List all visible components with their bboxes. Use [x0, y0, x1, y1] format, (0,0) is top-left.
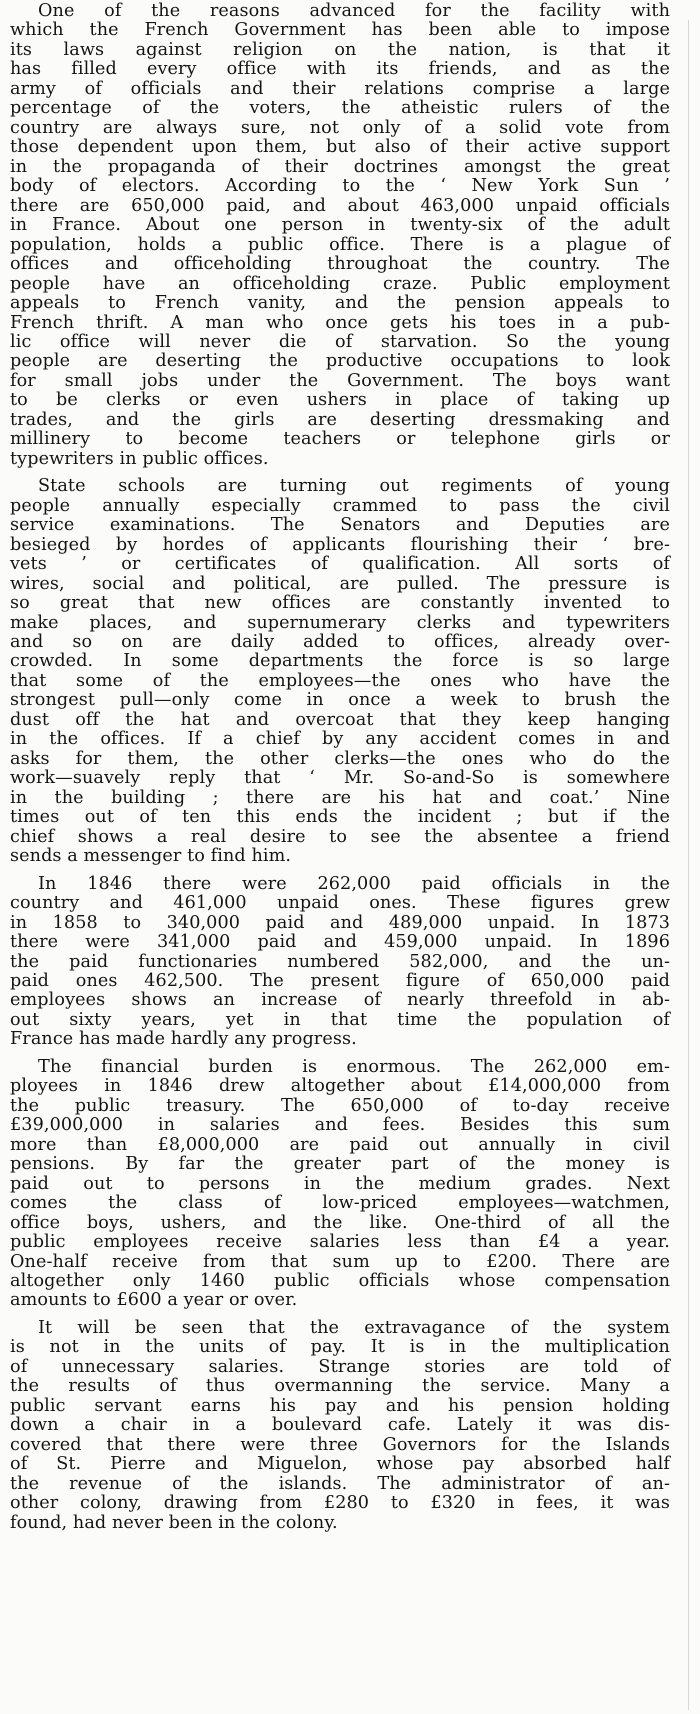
text-line: the public treasury. The 650,000 of to-day receive — [10, 1095, 670, 1116]
text-line: public servant earns his pay and his pension holding — [10, 1395, 670, 1416]
text-line: crowded. In some departments the force is so large — [10, 651, 670, 672]
text-line: £39,000,000 in salaries and fees. Besides this sum — [10, 1115, 670, 1136]
text-line: army of officials and their relations comprise a large — [10, 78, 670, 99]
paragraph — [10, 1058, 670, 1311]
text-line: there were 341,000 paid and 459,000 unpaid. In 1896 — [10, 932, 670, 953]
text-line: The financial burden is enormous. The 262,000 em- — [38, 1056, 670, 1077]
article-column — [10, 2, 670, 1533]
text-line: found, had never been in the colony. — [10, 1512, 338, 1533]
text-line: the paid functionaries numbered 582,000, and the un- — [10, 951, 670, 972]
text-line: country and 461,000 unpaid ones. These figures grew — [10, 893, 670, 914]
paragraph — [10, 1319, 670, 1533]
text-line: amounts to £600 a year or over. — [10, 1290, 298, 1311]
text-line: millinery to become teachers or telephone girls or — [10, 429, 670, 450]
text-line: sends a messenger to find him. — [10, 846, 292, 867]
text-line: covered that there were three Governors for the Islands — [10, 1434, 670, 1455]
text-line: comes the class of low-priced employees—watchmen, — [10, 1193, 670, 1214]
text-line: employees shows an increase of nearly threefold in ab- — [10, 990, 670, 1011]
text-line: in France. About one person in twenty-six of the adult — [10, 215, 670, 236]
text-line: It will be seen that the extravagance of the system — [38, 1317, 670, 1338]
text-line: down a chair in a boulevard cafe. Lately it was dis- — [10, 1415, 670, 1436]
text-line: is not in the units of pay. It is in the multiplication — [10, 1337, 670, 1358]
text-line: typewriters in public offices. — [10, 448, 269, 469]
text-line: in the offices. If a chief by any accident comes in and — [10, 729, 670, 750]
text-line: vets ’ or certificates of qualification. All sorts of — [10, 554, 670, 575]
text-line: wires, social and political, are pulled. The pressure is — [10, 573, 670, 594]
text-line: the results of thus overmanning the service. Many a — [10, 1376, 670, 1397]
text-line: One-half receive from that sum up to £200. There are — [10, 1251, 670, 1272]
text-line: public employees receive salaries less than £4 a year. — [10, 1232, 670, 1253]
text-line: work—suavely reply that ‘ Mr. So-and-So is somewhere — [10, 768, 670, 789]
text-line: times out of ten this ends the incident ; but if the — [10, 807, 670, 828]
text-line: ployees in 1846 drew altogether about £14,000,000 from — [10, 1076, 670, 1097]
text-line: trades, and the girls are deserting dressmaking and — [10, 409, 670, 430]
text-line: in the propaganda of their doctrines amongst the great — [10, 156, 670, 177]
text-line: chief shows a real desire to see the absentee a friend — [10, 826, 670, 847]
text-line: pensions. By far the greater part of the money is — [10, 1154, 670, 1175]
text-line: those dependent upon them, but also of their active support — [10, 137, 670, 158]
text-line: State schools are turning out regiments of young — [38, 476, 670, 497]
text-line: people have an officeholding craze. Public employment — [10, 273, 670, 294]
text-line: paid out to persons in the medium grades. Next — [10, 1173, 670, 1194]
text-line: people are deserting the productive occupations to look — [10, 351, 670, 372]
text-line: appeals to French vanity, and the pension appeals to — [10, 293, 670, 314]
text-line: In 1846 there were 262,000 paid officials in the — [38, 873, 670, 894]
text-line: people annually especially crammed to pass the civil — [10, 495, 670, 516]
text-line: paid ones 462,500. The present figure of 650,000 paid — [10, 970, 670, 991]
text-line: French thrift. A man who once gets his toes in a pub- — [10, 312, 670, 333]
text-line: there are 650,000 paid, and about 463,000 unpaid officials — [10, 195, 670, 216]
text-line: the revenue of the islands. The administrator of an- — [10, 1473, 670, 1494]
text-line: of St. Pierre and Miguelon, whose pay absorbed half — [10, 1454, 670, 1475]
text-line: offices and officeholding throughoat the country. The — [10, 254, 670, 275]
paragraph — [10, 2, 670, 469]
text-line: to be clerks or even ushers in place of taking up — [10, 390, 670, 411]
text-line: that some of the employees—the ones who have the — [10, 670, 670, 691]
text-line: make places, and supernumerary clerks and typewriters — [10, 612, 670, 633]
text-line: body of electors. According to the ‘ New York Sun ’ — [10, 176, 670, 197]
text-line: more than £8,000,000 are paid out annually in civil — [10, 1134, 670, 1155]
text-line: of unnecessary salaries. Strange stories are told of — [10, 1356, 670, 1377]
text-line: One of the reasons advanced for the facility with — [38, 1, 670, 21]
text-line: population, holds a public office. There is a plague of — [10, 234, 670, 255]
text-line: which the French Government has been able to impose — [10, 20, 670, 41]
text-line: in the building ; there are his hat and coat.’ Nine — [10, 787, 670, 808]
text-line: lic office will never die of starvation. So the young — [10, 331, 670, 352]
text-line: out sixty years, yet in that time the population of — [10, 1009, 670, 1030]
text-line: for small jobs under the Government. The boys want — [10, 370, 670, 391]
text-line: office boys, ushers, and the like. One-third of all the — [10, 1212, 670, 1233]
text-line: altogether only 1460 public officials whose compensation — [10, 1271, 670, 1291]
paragraph — [10, 477, 670, 866]
text-line: so great that new offices are constantly invented to — [10, 593, 670, 614]
column-rule — [688, 20, 689, 1710]
text-line: dust off the hat and overcoat that they keep hanging — [10, 709, 670, 730]
text-line: in 1858 to 340,000 paid and 489,000 unpaid. In 1873 — [10, 912, 670, 933]
text-line: percentage of the voters, the atheistic rulers of the — [10, 98, 670, 119]
text-line: has filled every office with its friends, and as the — [10, 59, 670, 80]
text-line: service examinations. The Senators and Deputies are — [10, 515, 670, 536]
text-line: its laws against religion on the nation, is that it — [10, 39, 670, 60]
text-line: France has made hardly any progress. — [10, 1029, 357, 1050]
text-line: and so on are daily added to offices, already over- — [10, 632, 670, 652]
paragraph — [10, 875, 670, 1050]
text-line: country are always sure, not only of a solid vote from — [10, 117, 670, 138]
text-line: strongest pull—only come in once a week to brush the — [10, 690, 670, 711]
text-line: other colony, drawing from £280 to £320 in fees, it was — [10, 1493, 670, 1514]
text-line: asks for them, the other clerks—the ones who do the — [10, 748, 670, 769]
text-line: besieged by hordes of applicants flourishing their ‘ bre- — [10, 534, 670, 555]
